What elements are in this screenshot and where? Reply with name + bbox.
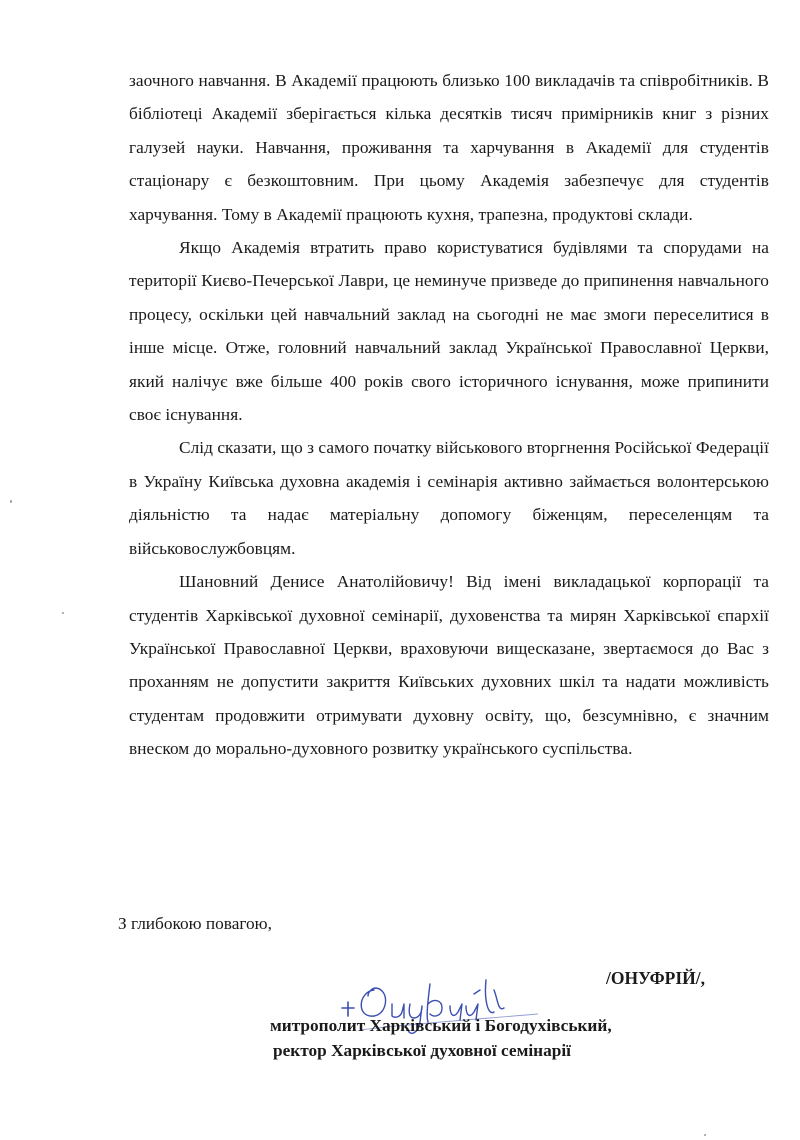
paragraph-4: Шановний Денисе Анатолійовичу! Від імені викладацької корпорації та студентів Харківської духовної семінарії, духовенства та мирян Харківської єпархії Української Православної Церкви, враховуючи вищесказане, звертаємося до Вас з проханням не допустити закриття Київських духовних шкіл та надати можливість студентам продовжити отримувати духовну освіту, що, безсумнівно, є значним внеском до морально-духовного розвитку українського суспільства. [129,572,769,759]
signatory-title-line-1: митрополит Харківський і Богодухівський, [270,1016,612,1035]
paragraph-2: Якщо Академія втратить право користуватися будівлями та спорудами на території Києво-Печерської Лаври, це неминуче призведе до припинення навчального процесу, оскільки цей навчальний заклад на сьогодні не має змоги переселитися в інше місце. Отже, головний навчальний заклад Української Православної Церкви, який налічує вже більше 400 років свого історичного існування, може припинити своє існування. [129,238,769,425]
paragraph-3: Слід сказати, що з самого початку військового вторгнення Російської Федерації в Україну Київська духовна академія і семінарія активно займається волонтерською діяльністю та надає матеріальну допомогу біженцям, переселенцям та військовослужбовцям. [129,438,769,558]
signatory-name: /ОНУФРІЙ/, [606,968,706,988]
closing-phrase: З глибокою повагою, [118,914,272,933]
letter-body [129,64,769,766]
scan-speck [62,612,64,614]
scan-speck [10,500,12,503]
signatory-title [270,1013,612,1063]
scan-speck [704,1134,706,1136]
signatory-title-line-2: ректор Харківської духовної семінарії [273,1041,571,1060]
paragraph-1: заочного навчання. В Академії працюють близько 100 викладачів та співробітників. В бібліотеці Академії зберігається кілька десятків тисяч примірників книг з різних галузей науки. Навчання, проживання та харчування в Академії для студентів стаціонару є безкоштовним. При цьому Академія забезпечує для студентів харчування. Тому в Академії працюють кухня, трапезна, продуктові склади. [129,71,769,224]
